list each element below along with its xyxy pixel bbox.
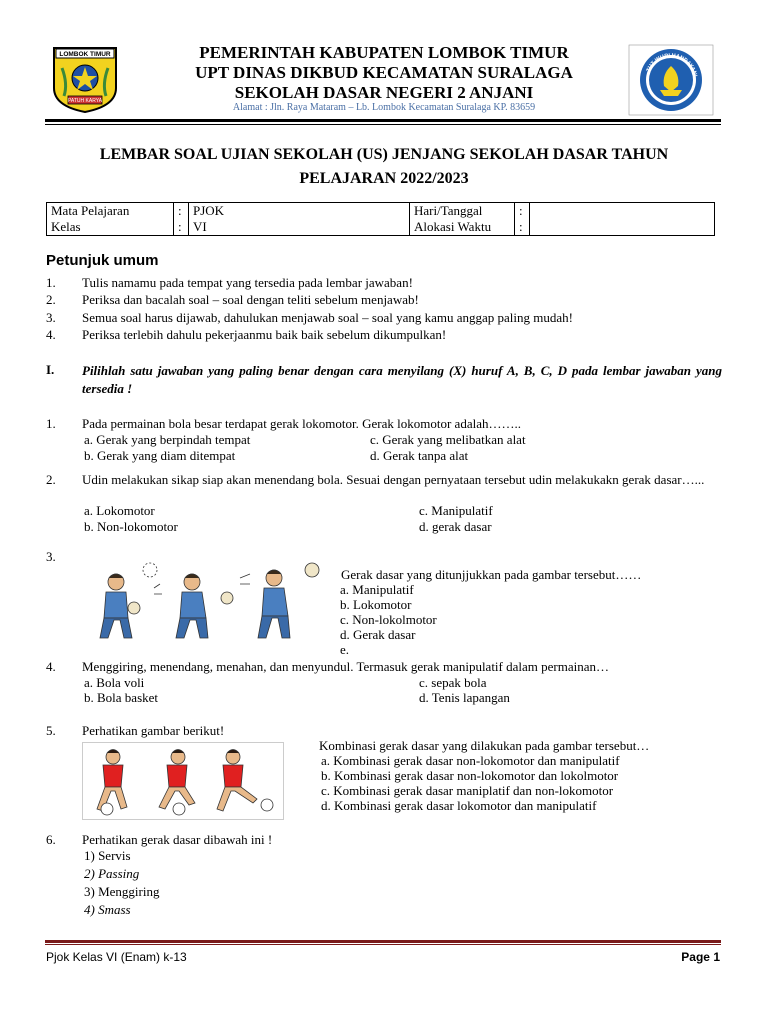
option-b[interactable]: b. Kombinasi gerak dasar non-lokomotor dan lokolmotor bbox=[321, 768, 619, 783]
footer-rule-thin bbox=[45, 944, 721, 945]
volleyball-passing-illustration bbox=[94, 558, 328, 644]
question-text: Kombinasi gerak dasar yang dilakukan pada gambar tersebut… bbox=[319, 738, 650, 753]
exam-title-line-2: PELAJARAN 2022/2023 bbox=[299, 170, 469, 187]
instruction-number: 1. bbox=[46, 275, 56, 290]
option-c[interactable]: c. Non-lokolmotor bbox=[340, 612, 437, 627]
option-a[interactable]: a. Bola voli bbox=[84, 675, 145, 690]
option-b[interactable]: b. Lokomotor bbox=[340, 597, 412, 612]
class-colon: : bbox=[174, 219, 189, 236]
option-d[interactable]: d. Kombinasi gerak dasar lokomotor dan manipulatif bbox=[321, 798, 597, 813]
question-number: 3. bbox=[46, 549, 56, 564]
option-a[interactable]: a. Gerak yang berpindah tempat bbox=[84, 432, 251, 447]
option-d[interactable]: d. gerak dasar bbox=[419, 519, 492, 534]
tut-wuri-handayani-logo bbox=[628, 44, 714, 116]
header-line-1: PEMERINTAH KABUPATEN LOMBOK TIMUR bbox=[199, 43, 569, 62]
section-numeral: I. bbox=[46, 362, 55, 377]
question-number: 5. bbox=[46, 723, 56, 738]
question-text: Perhatikan gambar berikut! bbox=[82, 723, 225, 738]
option-e[interactable]: e. bbox=[340, 642, 350, 657]
time-colon: : bbox=[515, 219, 530, 236]
question-number: 2. bbox=[46, 472, 56, 487]
instruction-item: Semua soal harus dijawab, dahulukan menjawab soal – soal yang kamu anggap paling mudah! bbox=[82, 310, 573, 325]
instruction-number: 4. bbox=[46, 327, 56, 342]
list-item: 3) Menggiring bbox=[84, 884, 160, 899]
option-d[interactable]: d. Tenis lapangan bbox=[419, 690, 510, 705]
class-value: VI bbox=[189, 219, 410, 236]
instruction-item: Tulis namamu pada tempat yang tersedia pada lembar jawaban! bbox=[82, 275, 413, 290]
question-text: Perhatikan gerak dasar dibawah ini ! bbox=[82, 832, 273, 847]
soccer-dribbling-illustration bbox=[82, 742, 284, 820]
option-d[interactable]: d. Gerak tanpa alat bbox=[370, 448, 469, 463]
subject-value: PJOK bbox=[189, 203, 410, 220]
section-instruction: Pilihlah satu jawaban yang paling benar dengan cara menyilang (X) huruf A, B, C, D pada lembar jawaban yang tersedia ! bbox=[82, 363, 722, 396]
list-item: 4) Smass bbox=[84, 902, 131, 917]
option-b[interactable]: b. Gerak yang diam ditempat bbox=[84, 448, 236, 463]
question-number: 1. bbox=[46, 416, 56, 431]
question-text: Udin melakukan sikap siap akan menendang bola. Sesuai dengan pernyataan tersebut udin melakukakn gerak dasar…... bbox=[82, 472, 705, 487]
day-value[interactable] bbox=[530, 203, 715, 220]
instruction-number: 3. bbox=[46, 310, 56, 325]
list-item: 2) Passing bbox=[84, 866, 140, 881]
instruction-item: Periksa dan bacalah soal – soal dengan teliti sebelum menjawab! bbox=[82, 292, 419, 307]
exam-info-table bbox=[46, 202, 715, 236]
question-number: 6. bbox=[46, 832, 56, 847]
question-text: Pada permainan bola besar terdapat gerak lokomotor. Gerak lokomotor adalah…….. bbox=[82, 416, 521, 431]
instruction-number: 2. bbox=[46, 292, 56, 307]
page-number: Page 1 bbox=[681, 950, 720, 964]
question-text: Menggiring, menendang, menahan, dan menyundul. Termasuk gerak manipulatif dalam permainan… bbox=[82, 659, 610, 674]
option-d[interactable]: d. Gerak dasar bbox=[340, 627, 416, 642]
header-line-3: SEKOLAH DASAR NEGERI 2 ANJANI bbox=[234, 83, 534, 102]
subject-label: Mata Pelajaran bbox=[51, 203, 130, 218]
footer-rule bbox=[45, 940, 721, 943]
option-a[interactable]: a. Manipulatif bbox=[340, 582, 414, 597]
day-colon: : bbox=[515, 203, 530, 220]
option-c[interactable]: c. sepak bola bbox=[419, 675, 487, 690]
school-address: Alamat : Jln. Raya Mataram – Lb. Lombok Kecamatan Suralaga KP. 83659 bbox=[232, 102, 536, 113]
option-c[interactable]: c. Manipulatif bbox=[419, 503, 493, 518]
exam-title-line-1: LEMBAR SOAL UJIAN SEKOLAH (US) JENJANG SEKOLAH DASAR TAHUN bbox=[99, 146, 669, 163]
instructions-heading: Petunjuk umum bbox=[46, 252, 159, 269]
district-logo-banner: PATUH KARYA bbox=[67, 98, 103, 104]
header-rule-thin bbox=[45, 124, 721, 125]
option-c[interactable]: c. Kombinasi gerak dasar maniplatif dan non-lokomotor bbox=[321, 783, 614, 798]
list-item: 1) Servis bbox=[84, 848, 131, 863]
instruction-item: Periksa terlebih dahulu pekerjaanmu baik baik sebelum dikumpulkan! bbox=[82, 327, 447, 342]
subject-colon: : bbox=[174, 203, 189, 220]
header-line-2: UPT DINAS DIKBUD KECAMATAN SURALAGA bbox=[195, 63, 573, 82]
district-logo-text: LOMBOK TIMUR bbox=[59, 51, 111, 58]
question-number: 4. bbox=[46, 659, 56, 674]
day-label: Hari/Tanggal bbox=[410, 203, 515, 220]
time-label: Alokasi Waktu bbox=[410, 219, 515, 236]
class-label: Kelas bbox=[51, 219, 81, 234]
option-a[interactable]: a. Kombinasi gerak dasar non-lokomotor dan manipulatif bbox=[321, 753, 620, 768]
footer-course-label: Pjok Kelas VI (Enam) k-13 bbox=[46, 950, 187, 964]
option-b[interactable]: b. Non-lokomotor bbox=[84, 519, 178, 534]
header-rule bbox=[45, 119, 721, 122]
logo-right-text: TUT WURI HANDAYANI bbox=[645, 52, 698, 78]
option-c[interactable]: c. Gerak yang melibatkan alat bbox=[370, 432, 526, 447]
option-b[interactable]: b. Bola basket bbox=[84, 690, 159, 705]
time-value[interactable] bbox=[530, 219, 715, 236]
question-text: Gerak dasar yang ditunjjukkan pada gambar tersebut…… bbox=[341, 567, 642, 582]
option-a[interactable]: a. Lokomotor bbox=[84, 503, 155, 518]
